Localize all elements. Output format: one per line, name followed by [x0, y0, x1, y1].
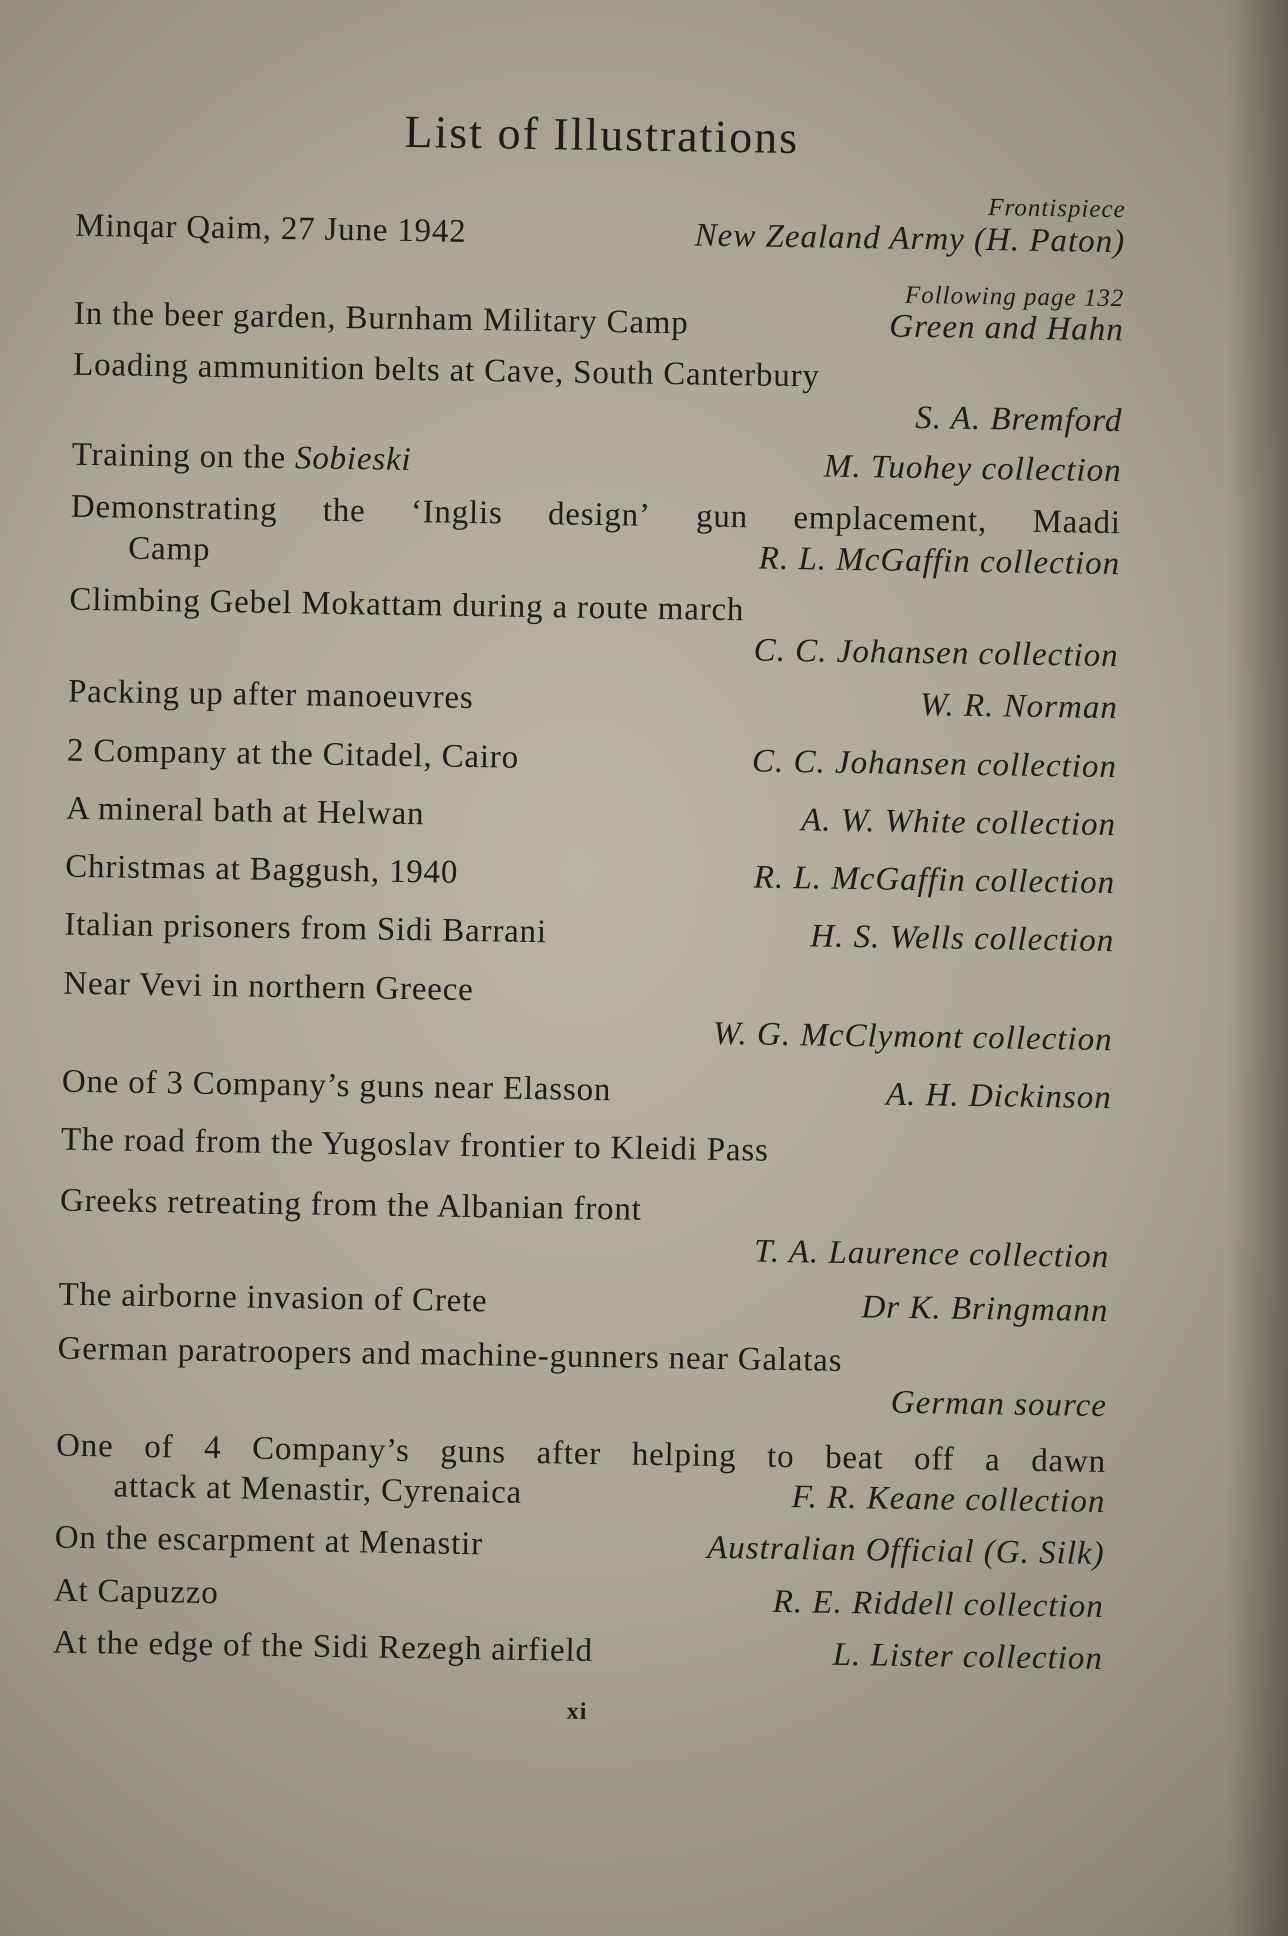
credit: A. W. White collection: [800, 801, 1117, 843]
list-item: [66, 788, 1117, 845]
credit: W. G. McClymont collection: [712, 1015, 1113, 1058]
caption: Demonstrating the ‘Inglis design’ gun emplacement, Maadi: [70, 488, 1122, 542]
list-item: [72, 344, 1123, 441]
list-item: [54, 1518, 1105, 1575]
credit: Dr K. Bringmann: [861, 1289, 1109, 1330]
list-item: [75, 179, 1126, 262]
list-item: [58, 1275, 1109, 1332]
caption: The airborne invasion of Crete: [58, 1276, 488, 1320]
caption: 2 Company at the Citadel, Cairo: [66, 732, 520, 776]
list-item: [68, 672, 1119, 729]
caption: Training on the Sobieski: [71, 436, 412, 479]
credit: H. S. Wells collection: [809, 918, 1115, 960]
credit: German source: [890, 1384, 1108, 1424]
page-title: List of Illustrations: [404, 105, 800, 164]
credit: R. L. McGaffin collection: [753, 859, 1116, 902]
page-number: xi: [566, 1698, 588, 1725]
caption: Minqar Qaim, 27 June 1942: [75, 207, 467, 250]
caption: The road from the Yugoslav frontier to Kleidi Pass: [60, 1121, 769, 1169]
credit: Green and Hahn: [888, 308, 1125, 349]
caption: On the escarpment at Menastir: [54, 1519, 484, 1563]
list-item: [57, 1329, 1108, 1426]
list-item: [59, 1180, 1110, 1277]
list-item: [55, 1425, 1106, 1522]
caption: Italian prisoners from Sidi Barrani: [64, 906, 548, 951]
credit: S. A. Bremford: [915, 399, 1123, 439]
credit: A. H. Dickinson: [885, 1076, 1113, 1117]
caption: One of 3 Company’s guns near Elasson: [61, 1063, 612, 1109]
caption-continuation: attack at Menastir, Cyrenaica: [113, 1468, 523, 1511]
credit: C. C. Johansen collection: [753, 632, 1119, 675]
caption: In the beer garden, Burnham Military Camp: [73, 295, 689, 342]
credit: New Zealand Army (H. Paton): [694, 216, 1126, 260]
credit: R. L. McGaffin collection: [758, 540, 1121, 582]
list-item: [74, 267, 1125, 350]
credit: R. E. Riddell collection: [772, 1583, 1105, 1625]
credit: L. Lister collection: [832, 1636, 1104, 1677]
caption: Christmas at Baggush, 1940: [64, 848, 459, 891]
caption: Climbing Gebel Mokattam during a route march: [69, 581, 745, 629]
caption: One of 4 Company’s guns after helping to beat off a dawn: [55, 1427, 1107, 1480]
list-item: [64, 905, 1115, 962]
illustrations-list: [52, 52, 1128, 1734]
list-item: [71, 435, 1122, 492]
list-item: [67, 730, 1118, 787]
credit: T. A. Laurence collection: [753, 1233, 1110, 1275]
list-item: [53, 1622, 1104, 1679]
credit: W. R. Norman: [919, 687, 1119, 727]
credit: Australian Official (G. Silk): [706, 1530, 1105, 1573]
caption: Greeks retreating from the Albanian front: [59, 1182, 642, 1228]
placement-note: Following page 132: [904, 281, 1125, 312]
caption: At the edge of the Sidi Rezegh airfield: [52, 1624, 594, 1669]
ship-name: Sobieski: [294, 440, 412, 479]
credit: M. Tuohey collection: [823, 448, 1122, 490]
list-item: [62, 1062, 1113, 1119]
list-item: [69, 579, 1120, 676]
credit: F. R. Keane collection: [791, 1479, 1106, 1521]
list-item: [62, 963, 1113, 1060]
caption: At Capuzzo: [53, 1572, 219, 1611]
list-item: [65, 847, 1116, 904]
caption: German paratroopers and machine-gunners near Galatas: [57, 1330, 843, 1380]
caption: Near Vevi in northern Greece: [63, 965, 474, 1008]
list-item: [61, 1120, 1112, 1177]
credit: C. C. Johansen collection: [751, 742, 1118, 785]
placement-note: Frontispiece: [988, 194, 1126, 224]
caption: Loading ammunition belts at Cave, South Canterbury: [72, 346, 820, 394]
caption: Packing up after manoeuvres: [67, 673, 474, 717]
caption-continuation: Camp: [127, 530, 211, 568]
list-item: [70, 487, 1121, 584]
caption: A mineral bath at Helwan: [65, 790, 425, 833]
list-item: [54, 1570, 1105, 1627]
